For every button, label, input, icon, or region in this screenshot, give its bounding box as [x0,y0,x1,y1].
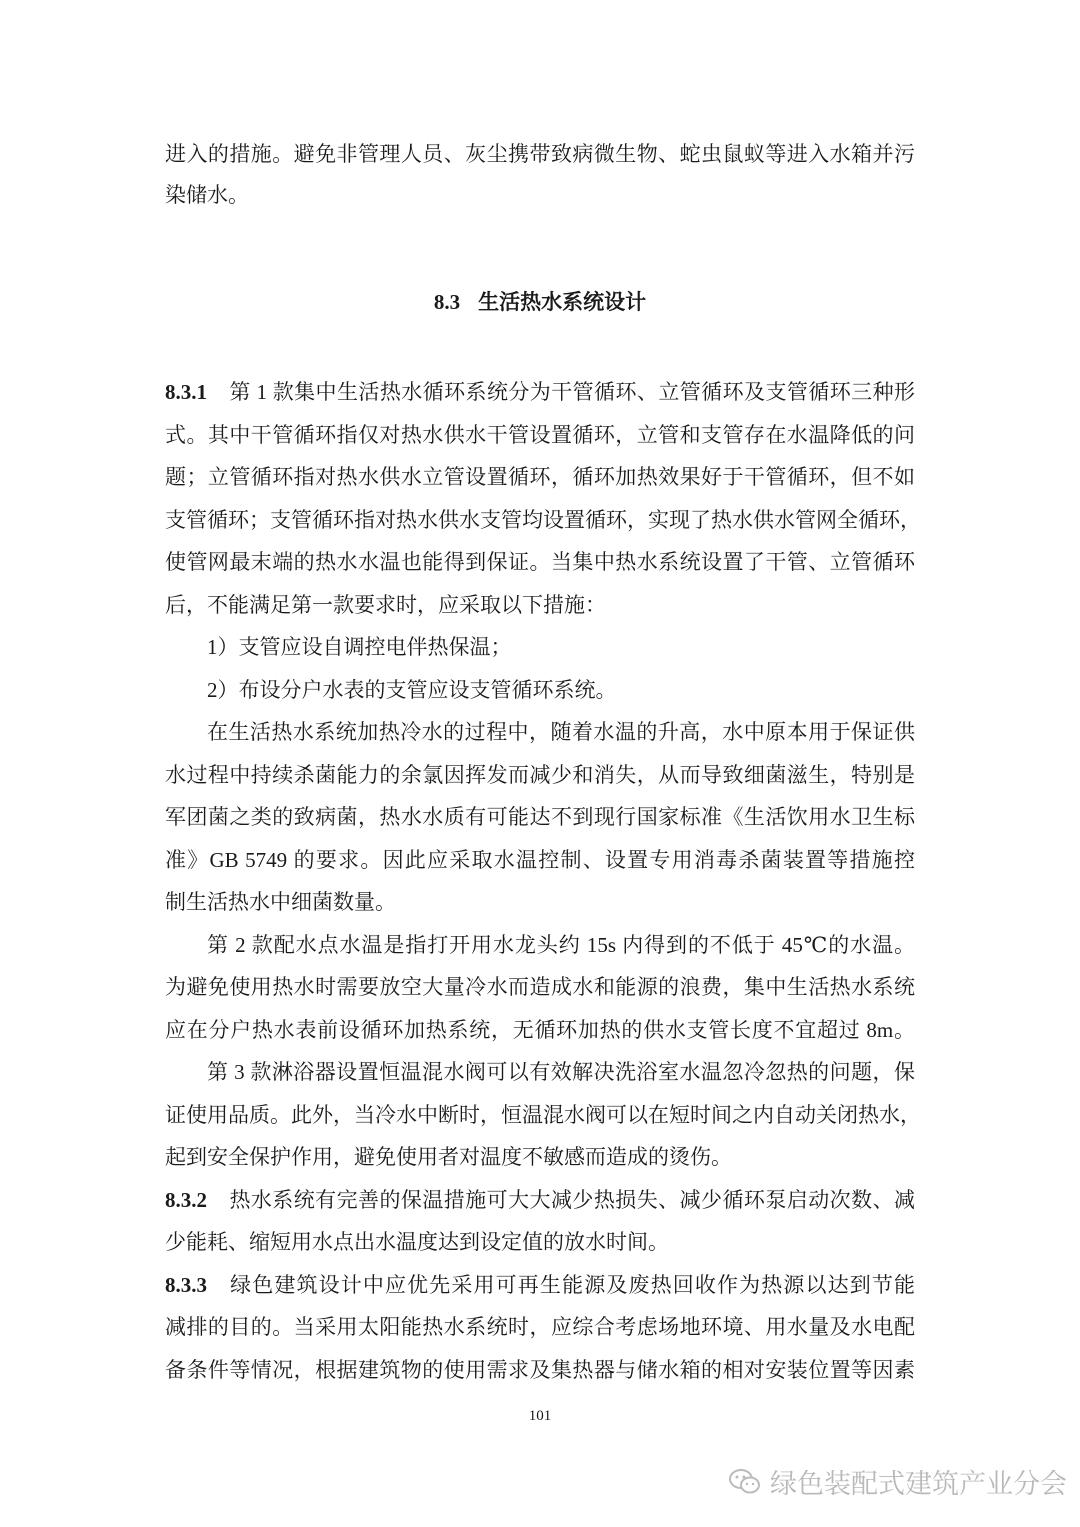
text-line: 为避免使用热水时需要放空大量冷水而造成水和能源的浪费，集中生活热水系统 [165,975,915,999]
text-line: 第 3 款淋浴器设置恒温混水阀可以有效解决洗浴室水温忽冷忽热的问题，保 [207,1060,915,1084]
section-number: 8.3 [433,290,461,314]
text-line: 军团菌之类的致病菌，热水水质有可能达不到现行国家标准《生活饮用水卫生标 [165,805,915,829]
watermark-text: 绿色装配式建筑产业分会 [770,1469,1067,1500]
section-heading [0,286,1080,316]
clause-label: 8.3.1 [165,380,207,404]
text-line: 在生活热水系统加热冷水的过程中，随着水温的升高，水中原本用于保证供 [207,720,915,744]
wechat-icon [728,1467,762,1497]
clause-line: 8.3.2 热水系统有完善的保温措施可大大减少热损失、减少循环泵启动次数、减 [165,1188,915,1212]
text-line: 第 2 款配水点水温是指打开用水龙头约 15s 内得到的不低于 45℃的水温。 [207,933,915,957]
text-line: 准》GB 5749 的要求。因此应采取水温控制、设置专用消毒杀菌装置等措施控 [165,848,915,872]
text-line: 后，不能满足第一款要求时，应采取以下措施： [165,593,606,617]
text-line: 支管循环；支管循环指对热水供水支管均设置循环，实现了热水供水管网全循环， [165,508,921,532]
text-line: 使管网最末端的热水水温也能得到保证。当集中热水系统设置了干管、立管循环 [165,550,915,574]
text-line: 减排的目的。当采用太阳能热水系统时，应综合考虑场地环境、用水量及水电配 [165,1315,915,1339]
section-title: 生活热水系统设计 [478,290,647,314]
clause-line: 8.3.3 绿色建筑设计中应优先采用可再生能源及废热回收作为热源以达到节能 [165,1273,915,1297]
clause-label: 8.3.2 [165,1188,207,1212]
text-line: 式。其中干管循环指仅对热水供水干管设置循环，立管和支管存在水温降低的问 [165,423,915,447]
text-line: 染储水。 [165,183,249,207]
list-item: 1）支管应设自调控电伴热保温； [207,635,512,659]
clause-label: 8.3.3 [165,1273,207,1297]
watermark [728,1462,1067,1501]
text-line: 水过程中持续杀菌能力的余氯因挥发而减少和消失，从而导致细菌滋生，特别是 [165,763,915,787]
text-line: 应在分户热水表前设循环加热系统，无循环加热的供水支管长度不宜超过 8m。 [165,1018,915,1042]
text-line: 备条件等情况，根据建筑物的使用需求及集热器与储水箱的相对安装位置等因素 [165,1358,915,1382]
clause-line: 8.3.1 第 1 款集中生活热水循环系统分为干管循环、立管循环及支管循环三种形 [165,380,915,404]
text-line: 进入的措施。避免非管理人员、灰尘携带致病微生物、蛇虫鼠蚁等进入水箱并污 [165,142,915,166]
text-line: 起到安全保护作用，避免使用者对温度不敏感而造成的烫伤。 [165,1145,732,1169]
text-line: 少能耗、缩短用水点出水温度达到设定值的放水时间。 [165,1230,669,1254]
text-line: 题；立管循环指对热水供水立管设置循环，循环加热效果好于干管循环，但不如 [165,465,915,489]
list-item: 2）布设分户水表的支管应设支管循环系统。 [207,678,617,702]
text-line: 制生活热水中细菌数量。 [165,890,396,914]
page-number: 101 [528,1408,552,1424]
text-line: 证使用品质。此外，当冷水中断时，恒温混水阀可以在短时间之内自动关闭热水， [165,1103,921,1127]
